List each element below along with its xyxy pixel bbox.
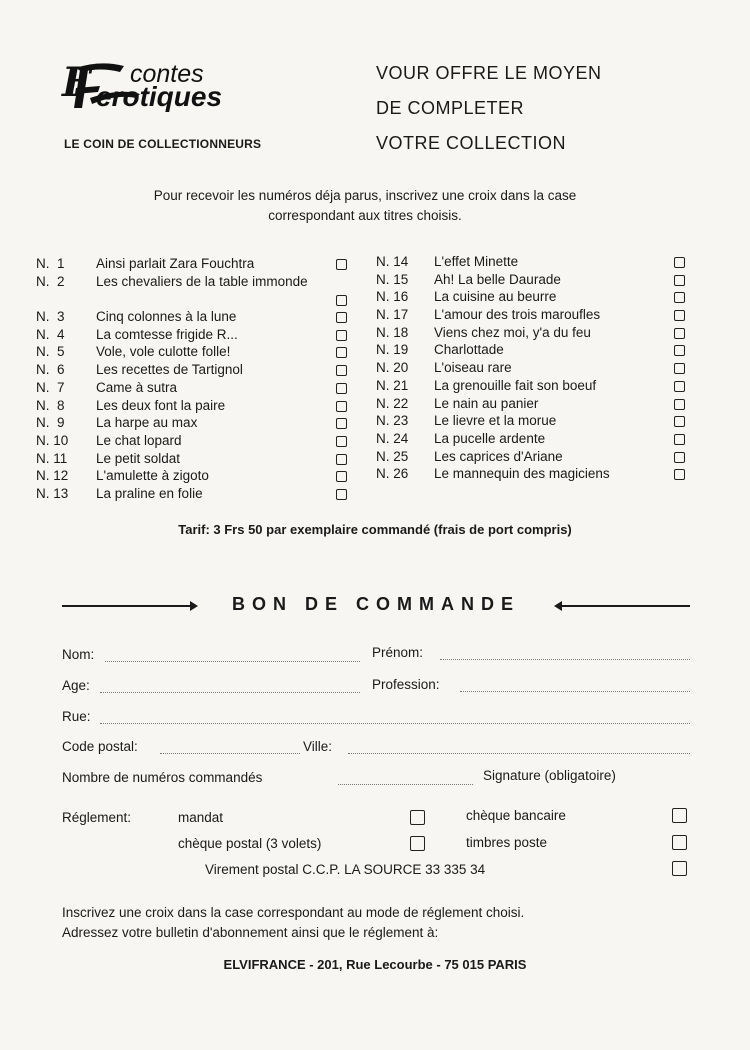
issue-number: N. 6 [36,362,65,378]
issue-title: Les recettes de Tartignol [96,362,243,378]
intro-line: correspondant aux titres choisis. [268,208,462,223]
mandat-label: mandat [178,810,224,825]
issue-title: Charlottade [434,342,504,358]
title-list-item [36,397,356,415]
cheque-postal-label: chèque postal (3 volets) [178,836,322,851]
cheque-bancaire-checkbox[interactable] [672,808,687,823]
issue-checkbox[interactable] [674,292,685,303]
issue-number: N. 2 [36,273,65,289]
issue-title: Ainsi parlait Zara Fouchtra [96,256,255,271]
rue-field[interactable] [100,723,690,724]
issue-title: La praline en folie [96,485,203,501]
issue-checkbox[interactable] [336,259,347,270]
issue-checkbox[interactable] [336,436,347,447]
issue-checkbox[interactable] [336,489,347,500]
title-list-item [376,271,696,289]
nom-label: Nom: [62,647,95,662]
title-list-item [36,273,356,308]
profession-label: Profession: [372,677,440,692]
issue-title: Le chat lopard [96,432,182,448]
ville-label: Ville: [303,739,333,754]
issue-checkbox[interactable] [336,454,347,465]
svg-text:F: F [62,59,91,106]
title-list-item [36,361,356,379]
issue-number: N. 14 [376,254,409,269]
title-list-item [36,432,356,450]
issue-number: N. 17 [376,307,409,323]
title-list-item [36,450,356,468]
issue-checkbox[interactable] [336,418,347,429]
title-list-item [376,395,696,413]
issue-checkbox[interactable] [674,257,685,268]
issue-title: La harpe au max [96,415,198,431]
issue-number: N. 13 [36,485,69,501]
title-list-item [376,430,696,448]
title-list-item [36,467,356,485]
title-list-item [376,288,696,306]
issue-title: Le nain au panier [434,395,539,411]
issue-checkbox[interactable] [336,312,347,323]
title-list-item [36,485,356,503]
issue-checkbox[interactable] [674,452,685,463]
title-list-item [36,343,356,361]
issue-title: Le mannequin des magiciens [434,466,610,482]
issue-number: N. 10 [36,432,69,448]
title-list-item [376,359,696,377]
issue-title: L'amulette à zigoto [96,468,209,484]
nom-field[interactable] [105,661,360,662]
logo-graphic [60,58,310,114]
code-postal-label: Code postal: [62,739,138,754]
issue-title: Ah! La belle Daurade [434,271,561,287]
order-form-title: BON DE COMMANDE [232,594,520,614]
issue-number: N. 18 [376,324,409,340]
issue-number: N. 23 [376,413,409,429]
issue-checkbox[interactable] [336,401,347,412]
title-list-item [36,414,356,432]
title-list-item [376,324,696,342]
issue-number: N. 3 [36,309,65,325]
age-label: Age: [62,678,90,693]
issue-number: N. 1 [36,256,65,271]
title-list-item [376,306,696,324]
title-list-item [376,412,696,430]
issue-title: L'oiseau rare [434,360,512,376]
issue-checkbox[interactable] [336,365,347,376]
issue-number: N. 5 [36,344,65,360]
nombre-label: Nombre de numéros commandés [62,770,263,785]
issue-checkbox[interactable] [674,381,685,392]
issue-checkbox[interactable] [336,347,347,358]
issue-checkbox[interactable] [674,310,685,321]
age-field[interactable] [100,692,360,693]
address: ELVIFRANCE - 201, Rue Lecourbe - 75 015 PARIS [223,957,527,972]
footer-line: Inscrivez une croix dans la case correspondant au mode de réglement choisi. [62,905,525,920]
divider-right [558,605,690,607]
issue-title: Vole, vole culotte folle! [96,344,231,360]
virement-checkbox[interactable] [672,861,687,876]
rue-label: Rue: [62,709,91,724]
issue-checkbox[interactable] [674,328,685,339]
divider-left [62,605,194,607]
profession-field[interactable] [460,691,690,692]
issue-title: Viens chez moi, y'a du feu [434,324,591,340]
issue-title: Came à sutra [96,379,178,395]
logo-line1: contes [130,60,204,88]
footer-instructions [62,903,702,943]
issue-number: N. 24 [376,430,409,446]
virement-label: Virement postal C.C.P. LA SOURCE 33 335 34 [205,862,486,877]
timbres-checkbox[interactable] [672,835,687,850]
mandat-checkbox[interactable] [410,810,425,825]
issue-title: La pucelle ardente [434,430,546,446]
ville-field[interactable] [348,753,690,754]
title-list-item [36,308,356,326]
issue-number: N. 16 [376,289,409,305]
issue-title: Le petit soldat [96,450,181,466]
issue-checkbox[interactable] [336,330,347,341]
cheque-bancaire-label: chèque bancaire [466,808,566,823]
issue-number: N. 26 [376,466,409,482]
order-form-header [62,592,690,620]
issue-checkbox[interactable] [674,416,685,427]
issue-number: N. 11 [36,450,68,466]
issue-title: L'effet Minette [434,254,519,269]
title-list-item [36,326,356,344]
title-list-item [36,255,356,273]
headline [376,56,602,161]
cheque-postal-checkbox[interactable] [410,836,425,851]
issue-checkbox[interactable] [674,363,685,374]
issue-checkbox[interactable] [674,399,685,410]
logo [60,58,310,114]
issue-title: Les deux font la paire [96,397,226,413]
issue-checkbox[interactable] [674,345,685,356]
nombre-field[interactable] [338,784,473,785]
headline-line: VOUR OFFRE LE MOYEN [376,63,602,83]
issue-title: Le lievre et la morue [434,413,557,429]
title-list-item [376,341,696,359]
code-postal-field[interactable] [160,753,300,754]
issue-title: Les chevaliers de la table immonde [96,273,308,289]
issue-checkbox[interactable] [674,434,685,445]
issue-number: N. 21 [376,377,409,393]
issue-number: N. 19 [376,342,409,358]
subtitle: LE COIN DE COLLECTIONNEURS [64,137,262,151]
issue-checkbox[interactable] [674,469,685,480]
issue-title: Les caprices d'Ariane [434,448,563,464]
issue-checkbox[interactable] [674,275,685,286]
issue-title: La grenouille fait son boeuf [434,377,597,393]
issue-title: La cuisine au beurre [434,289,557,305]
issue-checkbox[interactable] [336,471,347,482]
issue-number: N. 15 [376,271,409,287]
issue-number: N. 9 [36,415,65,431]
intro-line: Pour recevoir les numéros déja parus, inscrivez une croix dans la case [153,188,577,203]
issue-title: Cinq colonnes à la lune [96,309,237,325]
issue-checkbox[interactable] [336,295,347,306]
issue-number: N. 12 [36,468,69,484]
issue-number: N. 7 [36,379,65,395]
reglement-label: Réglement: [62,810,132,825]
prenom-label: Prénom: [372,645,424,660]
issue-title: La comtesse frigide R... [96,326,238,342]
titles-right-column [376,253,696,483]
issue-number: N. 20 [376,360,409,376]
tarif: Tarif: 3 Frs 50 par exemplaire commandé (frais de port compris) [178,522,572,537]
title-list-item [36,379,356,397]
footer-line: Adressez votre bulletin d'abonnement ainsi que le réglement à: [62,925,439,940]
title-list-item [376,377,696,395]
signature-label: Signature (obligatoire) [483,768,616,783]
prenom-field[interactable] [440,659,690,660]
logo-line2: erotiques [96,81,223,112]
headline-line: DE COMPLETER [376,98,525,118]
title-list-item [376,448,696,466]
issue-number: N. 4 [36,326,65,342]
titles-left-column [36,255,356,503]
issue-title: L'amour des trois maroufles [434,307,601,323]
headline-line: VOTRE COLLECTION [376,133,567,153]
intro-text [60,186,670,226]
issue-checkbox[interactable] [336,383,347,394]
arrow-left-icon [190,601,198,611]
title-list-item [376,253,696,271]
issue-number: N. 22 [376,395,409,411]
issue-number: N. 25 [376,448,409,464]
issue-number: N. 8 [36,397,65,413]
timbres-label: timbres poste [466,835,548,850]
title-list-item [376,465,696,483]
